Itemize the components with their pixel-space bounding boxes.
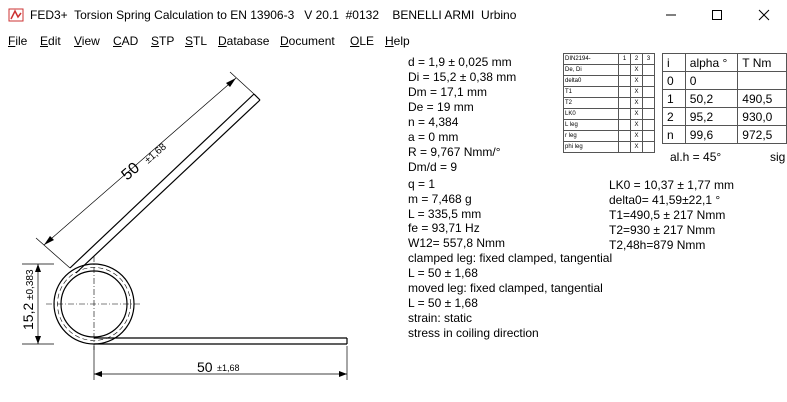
din-row-label: T1 [564, 87, 619, 98]
din-row [564, 98, 655, 109]
din-cell[interactable] [643, 98, 655, 109]
maximize-icon [711, 9, 723, 21]
menu-document-mnemonic: D [280, 34, 289, 48]
menu-help-mnemonic: H [385, 34, 394, 48]
din-cell[interactable] [643, 87, 655, 98]
din-row-label: T2 [564, 98, 619, 109]
alpha-note-right: sig [770, 150, 786, 164]
result-delta0: delta0= 41,59±22,1 ° [609, 193, 721, 207]
menu-view-mnemonic: V [74, 34, 82, 48]
result-t1: T1=490,5 ± 217 Nmm [609, 208, 726, 222]
din-row [564, 76, 655, 87]
menu-document-label: ocument [288, 34, 335, 48]
alpha-header-torque: T Nm [738, 54, 787, 72]
alpha-row [663, 108, 787, 126]
din-row-label: L leg [564, 120, 619, 131]
dia-arrow-bottom [35, 336, 41, 344]
din-cell[interactable] [619, 120, 631, 131]
menu-ole-mnemonic: O [350, 34, 360, 48]
din-cell[interactable] [619, 76, 631, 87]
param-de: De = 19 mm [408, 100, 474, 114]
din-cell[interactable] [619, 98, 631, 109]
menu-stp-label: TP [159, 34, 175, 48]
alpha-row [663, 126, 787, 144]
din-cell[interactable] [643, 142, 655, 153]
close-icon [758, 9, 770, 21]
menu-file-label: ile [15, 34, 28, 48]
minimize-icon [665, 9, 677, 21]
menu-database-label: atabase [226, 34, 270, 48]
alpha-header-row [663, 54, 787, 72]
diag-extension-2 [230, 72, 254, 94]
param-stress-direction: stress in coiling direction [408, 326, 539, 340]
result-lk0: LK0 = 10,37 ± 1,77 mm [609, 178, 734, 192]
din-cell[interactable]: X [631, 76, 643, 87]
param-dm: Dm = 17,1 mm [408, 85, 488, 99]
param-l: L = 335,5 mm [408, 207, 482, 221]
diag-tolerance-label: ±1,68 [142, 141, 169, 167]
din-cell[interactable]: X [631, 87, 643, 98]
din-cell[interactable]: X [631, 120, 643, 131]
alpha-cell: 490,5 [738, 90, 787, 108]
alpha-cell: 99,6 [685, 126, 738, 144]
alpha-cell: 50,2 [685, 90, 738, 108]
param-fe: fe = 93,71 Hz [408, 221, 480, 235]
param-a: a = 0 mm [408, 130, 459, 144]
menu-cad-mnemonic: C [113, 34, 122, 48]
din-cell[interactable]: X [631, 131, 643, 142]
din-cell[interactable] [619, 109, 631, 120]
din-cell[interactable] [619, 142, 631, 153]
din-cell[interactable] [643, 120, 655, 131]
menu-ole-label: LE [359, 34, 375, 48]
din-tolerance-table [563, 53, 655, 153]
alpha-note-left: al.h = 45° [670, 150, 722, 164]
alpha-header-angle: alpha ° [685, 54, 738, 72]
menu-file-mnemonic: F [8, 34, 16, 48]
din-row [564, 109, 655, 120]
din-cell[interactable] [643, 76, 655, 87]
diagonal-leg-outer [70, 94, 254, 268]
alpha-header-i: i [663, 54, 686, 72]
menu-view-label: iew [81, 34, 100, 48]
din-cell[interactable] [619, 87, 631, 98]
din-cell[interactable] [619, 65, 631, 76]
menu-database-mnemonic: D [218, 34, 227, 48]
param-moved-leg: moved leg: fixed clamped, tangential [408, 281, 603, 295]
result-t2: T2=930 ± 217 Nmm [609, 223, 716, 237]
alpha-cell: 0 [663, 72, 686, 90]
alpha-cell [738, 72, 787, 90]
window-title: FED3+ Torsion Spring Calculation to EN 13906-3 V 20.1 #0132 BENELLI ARMI Urbino [30, 8, 517, 22]
din-header-row [564, 54, 655, 65]
diag-extension-1 [36, 238, 70, 268]
result-t2-48h: T2,48h=879 Nmm [609, 238, 706, 252]
alpha-row [663, 72, 787, 90]
bottom-tolerance-label: ±1,68 [217, 363, 240, 373]
param-dm-d: Dm/d = 9 [408, 160, 458, 174]
close-button[interactable] [741, 0, 787, 30]
param-clamped-leg: clamped leg: fixed clamped, tangential [408, 251, 613, 265]
bottom-arrow-left [94, 371, 102, 377]
param-moved-leg-length: L = 50 ± 1,68 [408, 296, 478, 310]
diag-dimension-line [44, 78, 236, 245]
menu-stp-mnemonic: S [151, 34, 160, 48]
alpha-cell: 930,0 [738, 108, 787, 126]
din-header-3: 3 [643, 54, 655, 65]
angle-torque-table [662, 53, 787, 144]
din-cell[interactable]: X [631, 65, 643, 76]
param-w12: W12= 557,8 Nmm [408, 236, 506, 250]
din-row-label: phi leg [564, 142, 619, 153]
din-cell[interactable]: X [631, 98, 643, 109]
din-row-label: De, Di [564, 65, 619, 76]
param-r: R = 9,767 Nmm/° [408, 145, 501, 159]
alpha-cell: n [663, 126, 686, 144]
din-row-label: r leg [564, 131, 619, 142]
menu-cad-label: AD [121, 34, 139, 48]
alpha-cell: 0 [685, 72, 738, 90]
din-row-label: delta0 [564, 76, 619, 87]
din-cell[interactable] [643, 65, 655, 76]
alpha-cell: 2 [663, 108, 686, 126]
din-header-2: 2 [631, 54, 643, 65]
diag-length-label: 50 [118, 159, 144, 185]
din-header-1: 1 [619, 54, 631, 65]
param-di: Di = 15,2 ± 0,38 mm [408, 70, 517, 84]
din-cell[interactable]: X [631, 109, 643, 120]
diameter-label: 15,2 [20, 302, 36, 330]
menu-stl-mnemonic: S [185, 34, 194, 48]
diagonal-leg-inner [76, 100, 260, 273]
din-cell[interactable] [619, 131, 631, 142]
maximize-button[interactable] [694, 0, 740, 30]
din-row [564, 131, 655, 142]
din-header-label: DIN2194- [564, 54, 619, 65]
din-row [564, 87, 655, 98]
param-clamped-leg-length: L = 50 ± 1,68 [408, 266, 478, 280]
bottom-length-label: 50 [197, 359, 213, 375]
alpha-cell: 95,2 [685, 108, 738, 126]
alpha-cell: 1 [663, 90, 686, 108]
menu-edit-label: dit [48, 34, 61, 48]
bottom-arrow-right [339, 371, 347, 377]
param-q: q = 1 [408, 177, 436, 191]
param-d: d = 1,9 ± 0,025 mm [408, 55, 512, 69]
alpha-cell: 972,5 [738, 126, 787, 144]
din-row [564, 142, 655, 153]
diameter-tolerance-label: ±0,383 [25, 269, 36, 300]
din-row-label: LK0 [564, 109, 619, 120]
din-cell[interactable] [643, 131, 655, 142]
din-row [564, 65, 655, 76]
alpha-row [663, 90, 787, 108]
param-m: m = 7,468 g [408, 192, 472, 206]
din-cell[interactable] [643, 109, 655, 120]
din-cell[interactable]: X [631, 142, 643, 153]
minimize-button[interactable] [648, 0, 694, 30]
menu-help-label: elp [393, 34, 410, 48]
din-row [564, 120, 655, 131]
param-strain: strain: static [408, 311, 473, 325]
menu-edit-mnemonic: E [40, 34, 49, 48]
param-n: n = 4,384 [408, 115, 459, 129]
diagonal-leg-end [254, 94, 260, 100]
menu-stl-label: TL [193, 34, 208, 48]
